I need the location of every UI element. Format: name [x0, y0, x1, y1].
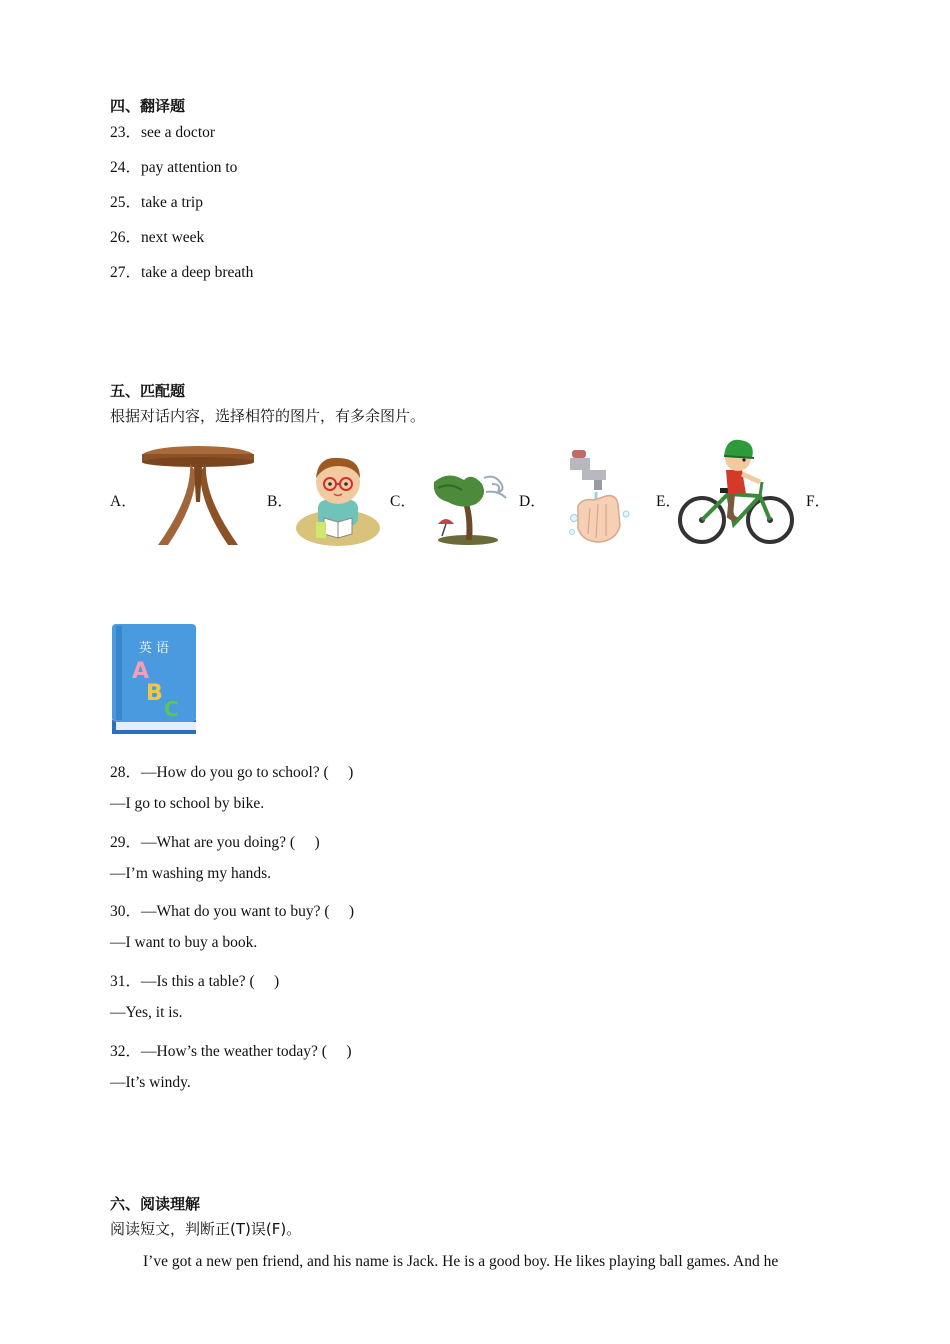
- translation-item-24: 24．pay attention to: [110, 159, 238, 176]
- answer-30: —I want to buy a book.: [110, 934, 258, 951]
- book-letter-c: C: [164, 697, 179, 721]
- answer-32: —It’s windy.: [110, 1074, 191, 1091]
- option-label-c: C．: [390, 493, 416, 510]
- option-label-e: E．: [656, 493, 681, 510]
- reading-passage: I’ve got a new pen friend, and his name is Jack. He is a good boy. He likes playing ball games. And he: [143, 1253, 779, 1270]
- book-cover-text: 英 语: [138, 641, 170, 656]
- section-6-instruction: 阅读短文，判断正(T)误(F)。: [110, 1220, 302, 1238]
- section-4-title: 四、翻译题: [110, 97, 186, 115]
- section-5-instruction: 根据对话内容，选择相符的图片，有多余图片。: [110, 407, 426, 425]
- section-5-title: 五、匹配题: [110, 382, 186, 400]
- translation-item-27: 27．take a deep breath: [110, 264, 254, 281]
- option-label-a: A．: [110, 493, 137, 510]
- question-30: 30．—What do you want to buy? ( ): [110, 903, 355, 920]
- translation-item-25: 25．take a trip: [110, 194, 203, 211]
- answer-29: —I’m washing my hands.: [110, 865, 272, 882]
- washing-hands-icon: [560, 448, 635, 548]
- book-letter-b: B: [146, 681, 163, 706]
- question-29: 29．—What are you doing? ( ): [110, 834, 320, 851]
- windy-tree-icon: [428, 470, 510, 548]
- question-32: 32．—How’s the weather today? ( ): [110, 1043, 352, 1060]
- answer-28: —I go to school by bike.: [110, 795, 265, 812]
- option-label-d: D．: [519, 493, 546, 510]
- table-icon: [140, 442, 256, 547]
- option-label-f: F．: [806, 493, 831, 510]
- translation-item-26: 26．next week: [110, 229, 205, 246]
- translation-item-23: 23．see a doctor: [110, 124, 216, 141]
- question-28: 28．—How do you go to school? ( ): [110, 764, 354, 781]
- boy-reading-icon: [294, 452, 382, 548]
- boy-on-bike-icon: [676, 434, 796, 548]
- english-book-icon: [110, 622, 200, 736]
- option-label-b: B．: [267, 493, 293, 510]
- book-letter-a: A: [132, 659, 150, 684]
- answer-31: —Yes, it is.: [110, 1004, 183, 1021]
- section-6-title: 六、阅读理解: [110, 1195, 201, 1213]
- question-31: 31．—Is this a table? ( ): [110, 973, 280, 990]
